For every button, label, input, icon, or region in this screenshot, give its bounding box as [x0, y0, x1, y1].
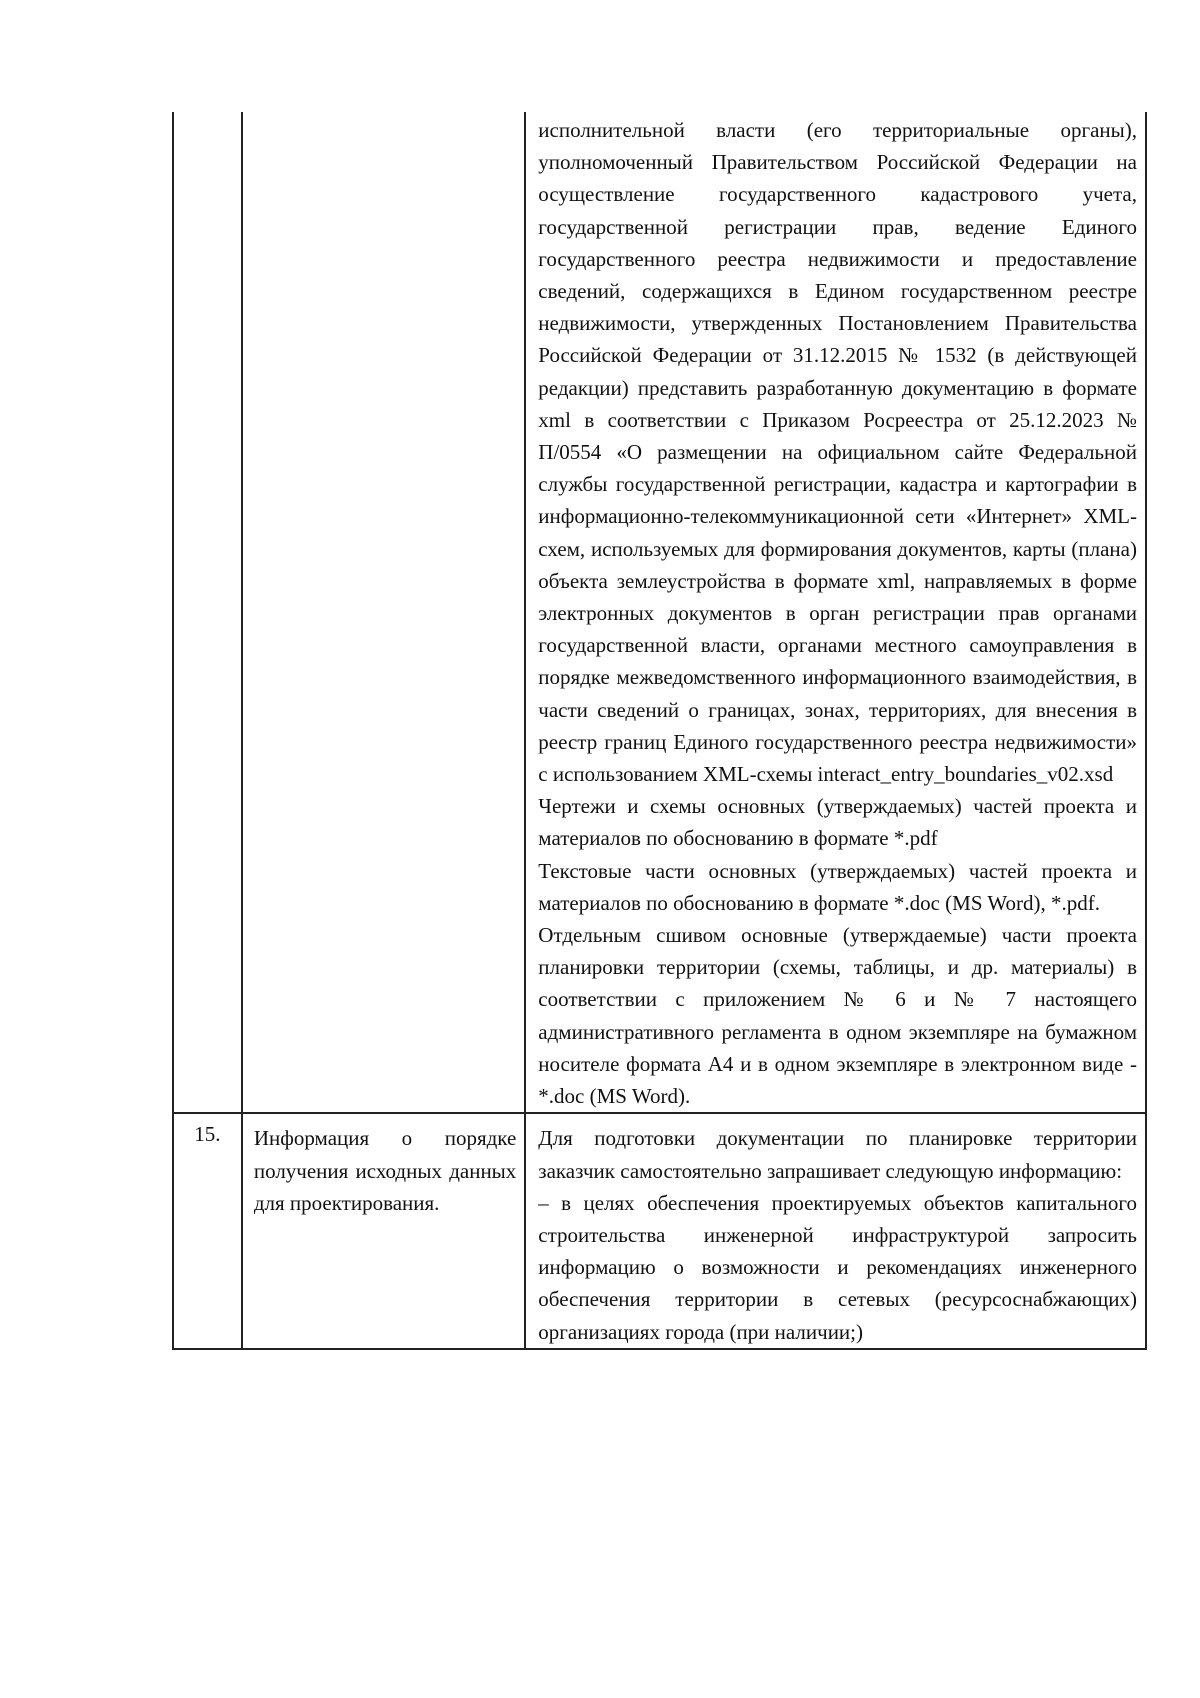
item-name-cell	[243, 112, 526, 1112]
description-paragraph: – в целях обеспечения проектируемых объектов капитального строительства инженерной инфраструктурой запросить информацию о возможности и рекомендациях инженерного обеспечения территории в сетевых (ресурсоснабжающих) организациях города (при наличии;)	[538, 1190, 1137, 1344]
item-name-cell	[243, 1114, 526, 1347]
description-paragraph: Для подготовки документации по планировке территории заказчик самостоятельно запрашивает следующую информацию:	[538, 1126, 1137, 1183]
row-number-cell: 15.	[174, 1114, 243, 1347]
description-paragraph: Чертежи и схемы основных (утверждаемых) частей проекта и материалов по обоснованию в формате *.pdf	[538, 794, 1137, 851]
description-paragraph: Текстовые части основных (утверждаемых) частей проекта и материалов по обоснованию в формате *.doc (MS Word), *.pdf.	[538, 858, 1137, 915]
document-table	[172, 112, 1147, 1350]
item-name-text: Информация о порядке получения исходных данных для проектирования.	[253, 1126, 517, 1215]
description-paragraph: Отдельным сшивом основные (утверждаемые) части проекта планировки территории (схемы, таблицы, и др. материалы) в соответствии с приложением № 6 и № 7 настоящего административного регламента в одном экземпляре на бумажном носителе формата А4 и в одном экземпляре в электронном виде -*.doc (MS Word).	[538, 923, 1137, 1109]
table-row	[172, 112, 1147, 1112]
description-paragraph: исполнительной власти (его территориальные органы), уполномоченный Правительством Российской Федерации на осуществление государственного кадастрового учета, государственной регистрации прав, ведение Единого государственного реестра недвижимости и предоставление сведений, содержащихся в Едином государственном реестре недвижимости, утвержденных Постановлением Правительства Российской Федерации от 31.12.2015 № 1532 (в действующей редакции) представить разработанную документацию в формате xml в соответствии с Приказом Росреестра от 25.12.2023 № П/0554 «О размещении на официальном сайте Федеральной службы государственной регистрации, кадастра и картографии в информационно-телекоммуникационной сети «Интернет» XML-схем, используемых для формирования документов, карты (плана) объекта землеустройства в формате xml, направляемых в форме электронных документов в орган регистрации прав органами государственной власти, органами местного самоуправления в порядке межведомственного информационного взаимодействия, в части сведений о границах, зонах, территориях, для внесения в реестр границ Единого государственного реестра недвижимости» с использованием XML-схемы interact_entry_boundaries_v02.xsd	[538, 118, 1137, 787]
description-cell	[526, 112, 1147, 1112]
table-row	[172, 1112, 1147, 1349]
description-cell	[526, 1114, 1147, 1347]
row-number-cell	[174, 112, 243, 1112]
